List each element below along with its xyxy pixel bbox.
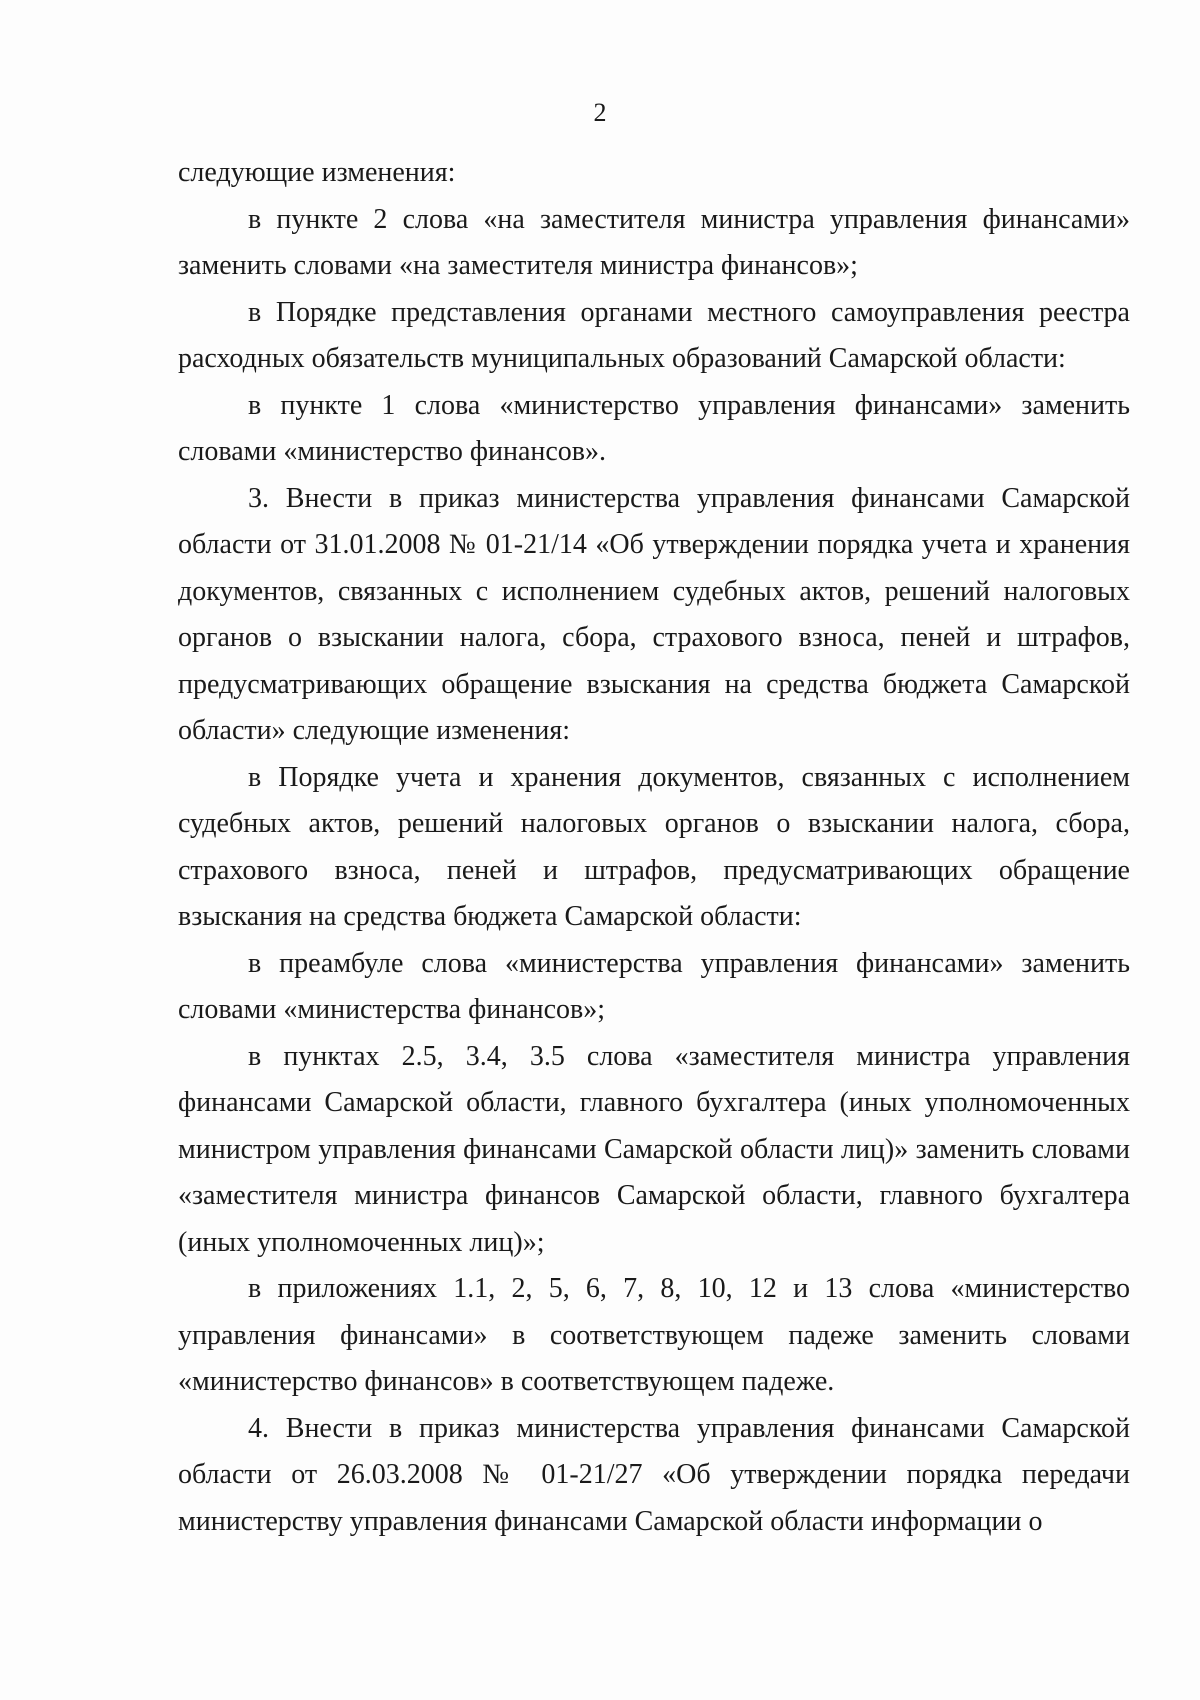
paragraph-section-4: 4. Внести в приказ министерства управления финансами Самарской области от 26.03.2008 № 01-21/27 «Об утверждении порядка передачи министерству управления финансами Самарской области информации о bbox=[178, 1412, 1130, 1537]
paragraph-continuation: следующие изменения: bbox=[178, 157, 456, 188]
paragraph-item-1-change: в пункте 1 слова «министерство управления финансами» заменить словами «министерство финансов». bbox=[178, 389, 1130, 467]
paragraph-preamble-change: в преамбуле слова «министерства управления финансами» заменить словами «министерства финансов»; bbox=[178, 947, 1130, 1025]
page-number: 2 bbox=[593, 98, 607, 127]
paragraph-appendices-change: в приложениях 1.1, 2, 5, 6, 7, 8, 10, 12 и 13 слова «министерство управления финансами» в соответствующем падеже заменить словами «министерство финансов» в соответствующем падеже. bbox=[178, 1273, 1130, 1397]
paragraph-registry-order: в Порядке представления органами местного самоуправления реестра расходных обязательств муниципальных образований Самарской области: bbox=[178, 296, 1130, 374]
paragraph-item-2-change: в пункте 2 слова «на заместителя министра управления финансами» заменить словами «на заместителя министра финансов»; bbox=[178, 203, 1130, 281]
paragraph-items-change: в пунктах 2.5, 3.4, 3.5 слова «заместителя министра управления финансами Самарской области, главного бухгалтера (иных уполномоченных министром управления финансами Самарской области лиц)» заменить словами «заместителя министра финансов Самарской области, главного бухгалтера (иных уполномоченных лиц)»; bbox=[178, 1040, 1130, 1258]
paragraph-section-3: 3. Внести в приказ министерства управления финансами Самарской области от 31.01.2008 № 01-21/14 «Об утверждении порядка учета и хранения документов, связанных с исполнением судебных актов, решений налоговых органов о взыскании налога, сбора, страхового взноса, пеней и штрафов, предусматривающих обращение взыскания на средства бюджета Самарской области» следующие изменения: bbox=[178, 482, 1130, 746]
paragraph-accounting-order: в Порядке учета и хранения документов, связанных с исполнением судебных актов, решений налоговых органов о взыскании налога, сбора, страхового взноса, пеней и штрафов, предусматривающих обращение взыскания на средства бюджета Самарской области: bbox=[178, 761, 1130, 932]
document-body bbox=[178, 150, 1130, 1545]
